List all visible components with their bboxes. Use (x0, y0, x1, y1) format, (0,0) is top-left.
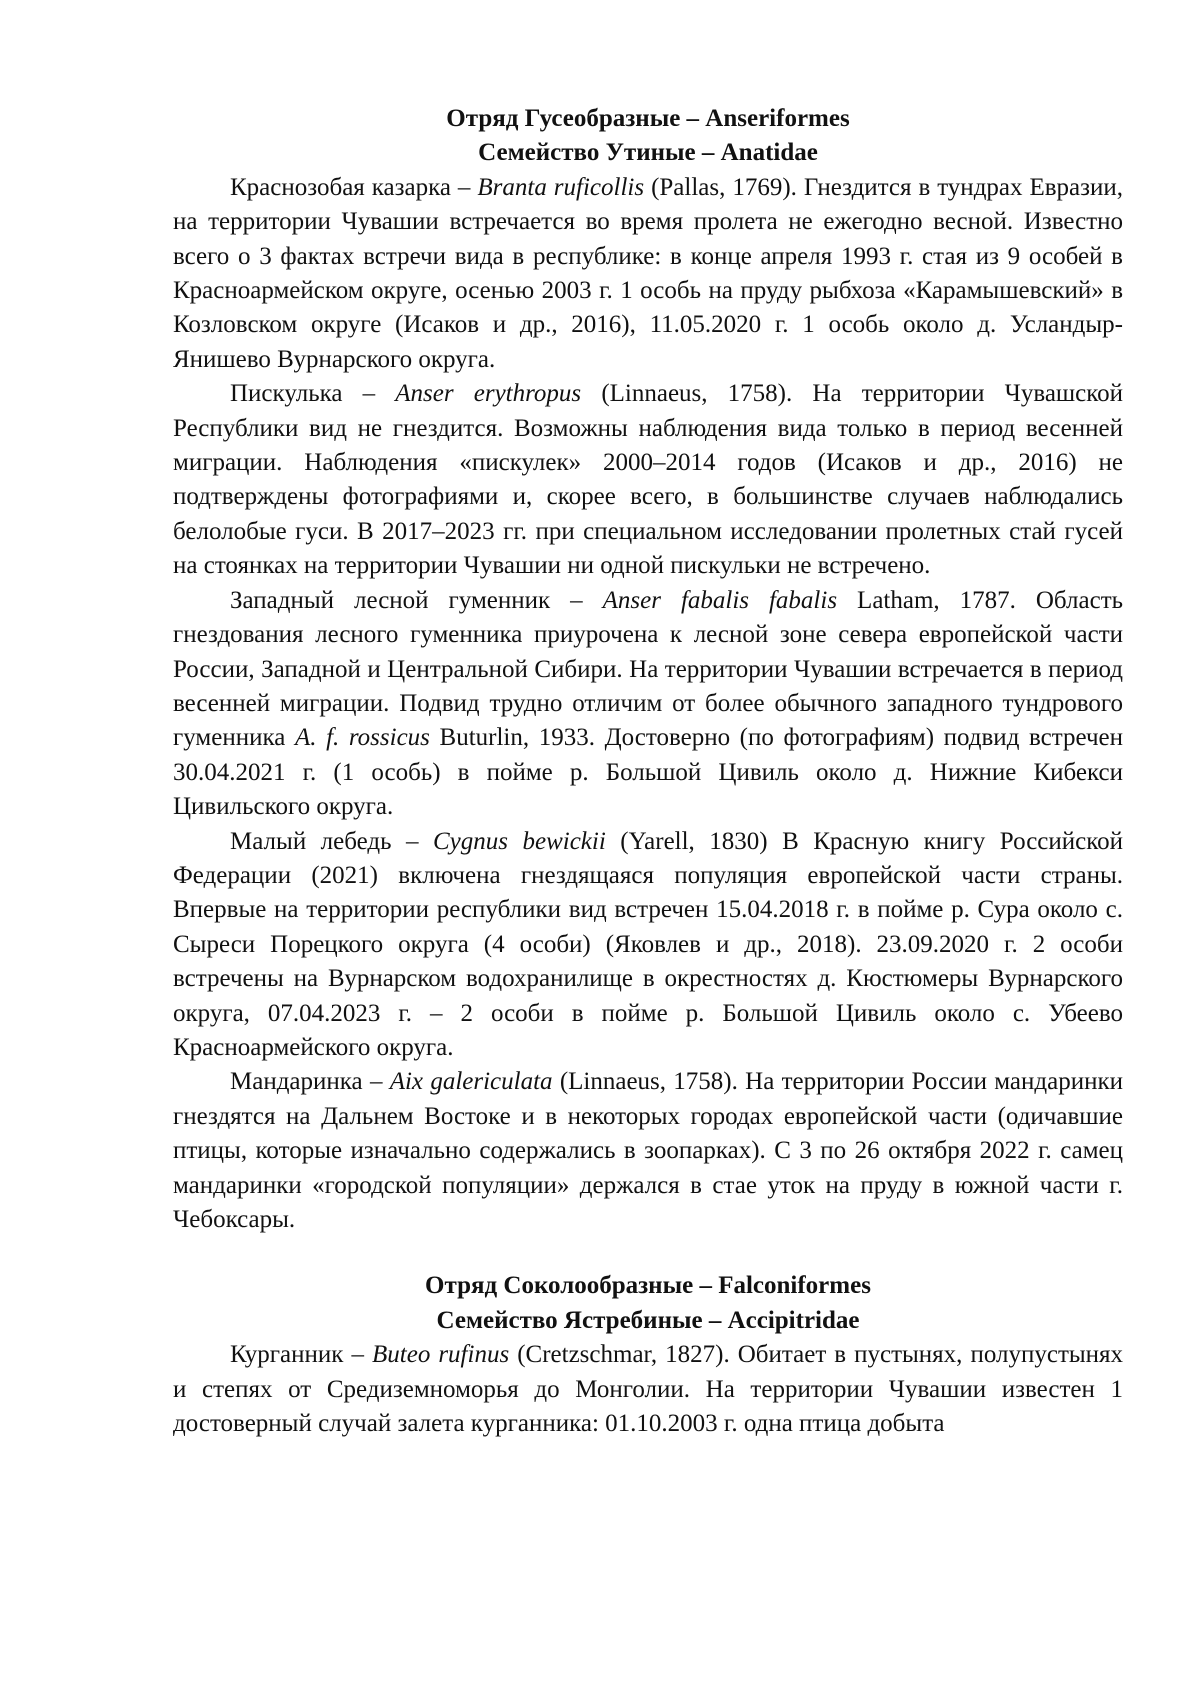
order-title: Отряд Гусеобразные – Anseriformes (446, 105, 850, 132)
species-name: Краснозобая казарка (230, 173, 451, 201)
species-latin: Buteo rufinus (372, 1341, 510, 1369)
document-page (173, 102, 1123, 1441)
species-latin: Branta ruficollis (477, 173, 645, 201)
species-author: Latham, 1787. (857, 586, 1016, 614)
species-text-continued: Buturlin, 1933. Достоверно (по фотографиям) подвид встречен 30.04.2021 г. (1 особь) в пойме р. Большой Цивиль около д. Нижние Кибекси Цивильского округа. (173, 724, 1124, 821)
section-spacer (173, 1237, 1123, 1269)
species-latin: Anser fabalis fabalis (602, 586, 838, 614)
species-paragraph: Мандаринка – Aix galericulata (Linnaeus, 1758). На территории России мандаринки гнездятся на Дальнем Востоке и в некоторых городах европейской части (одичавшие птицы, которые изначально содержались в зоопарках). С 3 по 26 октября 2022 г. самец мандаринки «городской популяции» держался в стае уток на пруду в южной части г. Чебоксары. (173, 1068, 1123, 1233)
species-name: Курганник (230, 1341, 344, 1369)
species-latin: Anser erythropus (395, 380, 582, 408)
species-paragraph: Западный лесной гуменник – Anser fabalis fabalis Latham, 1787. Область гнездования лесного гуменника приурочена к лесной зоне севера европейской части России, Западной и Центральной Сибири. На территории Чувашии встречается в период весенней миграции. Подвид трудно отличим от более обычного западного тундрового гуменника A. f. rossicus Buturlin, 1933. Достоверно (по фотографиям) подвид встречен 30.04.2021 г. (1 особь) в пойме р. Большой Цивиль около д. Нижние Кибекси Цивильского округа. (173, 586, 1124, 821)
species-author: (Yarell, 1830) (620, 827, 768, 855)
family-title: Семейство Ястребиные – Accipitridae (436, 1306, 860, 1334)
species-paragraph: Пискулька – Anser erythropus (Linnaeus, 1758). На территории Чувашской Республики вид не гнездится. Возможны наблюдения вида только в период весенней миграции. Наблюдения «пискулек» 2000–2014 годов (Исаков и др., 2016) не подтверждены фотографиями и, скорее всего, в большинстве случаев наблюдались белолобые гуси. В 2017–2023 гг. при специальном исследовании пролетных стай гусей на стоянках на территории Чувашии ни одной пискульки не встречено. (173, 380, 1124, 580)
species-author: (Linnaeus, 1758). (559, 1068, 738, 1096)
species-author: (Cretzschmar, 1827). (517, 1341, 730, 1369)
section-heading (173, 102, 1123, 171)
species-text: Область гнездования лесного гуменника приурочена к лесной зоне севера европейской части России, Западной и Центральной Сибири. На территории Чувашии встречается в период весенней миграции. Подвид трудно отличим от более обычного западного тундрового гуменника (173, 586, 1124, 752)
species-text: В Красную книгу Российской Федерации (2021) включена гнездящаяся популяция европейской части страны. Впервые на территории республики вид встречен 15.04.2018 г. в пойме р. Сура около с. Сыреси Порецкого округа (4 особи) (Яковлев и др., 2018). 23.09.2020 г. 2 особи встречены на Вурнарском водохранилище в окрестностях д. Кюстюмеры Вурнарского округа, 07.04.2023 г. – 2 особи в пойме р. Большой Цивиль около с. Убеево Красноармейского округа. (173, 827, 1123, 1061)
species-name: Мандаринка (230, 1068, 363, 1096)
species-author: (Linnaeus, 1758). (601, 380, 793, 408)
species-paragraph: Курганник – Buteo rufinus (Cretzschmar, 1827). Обитает в пустынях, полупустынях и степях от Средиземноморья до Монголии. На территории Чувашии известен 1 достоверный случай залета курганника: 01.10.2003 г. одна птица добыта (173, 1341, 1124, 1438)
species-name: Малый лебедь (230, 827, 392, 855)
family-title: Семейство Утиные – Anatidae (478, 139, 818, 167)
species-latin: Cygnus bewickii (433, 827, 606, 855)
species-name: Западный лесной гуменник (230, 586, 551, 614)
section-heading (173, 1269, 1123, 1338)
species-text: На территории России мандаринки гнездятся на Дальнем Востоке и в некоторых городах европейской части (одичавшие птицы, которые изначально содержались в зоопарках). С 3 по 26 октября 2022 г. самец мандаринки «городской популяции» держался в стае уток на пруду в южной части г. Чебоксары. (173, 1068, 1123, 1233)
species-name: Пискулька (230, 380, 343, 408)
species-text: На территории Чувашской Республики вид не гнездится. Возможны наблюдения вида только в период весенней миграции. Наблюдения «пискулек» 2000–2014 годов (Исаков и др., 2016) не подтверждены фотографиями и, скорее всего, в большинстве случаев наблюдались белолобые гуси. В 2017–2023 гг. при специальном исследовании пролетных стай гусей на стоянках на территории Чувашии ни одной пискульки не встречено. (173, 380, 1124, 580)
species-author: (Pallas, 1769). (651, 173, 797, 201)
species-latin: Aix galericulata (389, 1068, 553, 1096)
order-title: Отряд Соколообразные – Falconiformes (425, 1272, 871, 1300)
subspecies-latin: A. f. rossicus (294, 724, 430, 752)
species-text: Гнездится в тундрах Евразии, на территории Чувашии встречается во время пролета не ежегодно весной. Известно всего о 3 фактах встречи вида в республике: в конце апреля 1993 г. стая из 9 особей в Красноармейском округе, осенью 2003 г. 1 особь на пруду рыбхоза «Карамышевский» в Козловском округе (Исаков и др., 2016), 11.05.2020 г. 1 особь около д. Усландыр-Янишево Вурнарского округа. (173, 173, 1124, 373)
species-paragraph: Краснозобая казарка – Branta ruficollis (Pallas, 1769). Гнездится в тундрах Евразии, на территории Чувашии встречается во время пролета не ежегодно весной. Известно всего о 3 фактах встречи вида в республике: в конце апреля 1993 г. стая из 9 особей в Красноармейском округе, осенью 2003 г. 1 особь на пруду рыбхоза «Карамышевский» в Козловском округе (Исаков и др., 2016), 11.05.2020 г. 1 особь около д. Усландыр-Янишево Вурнарского округа. (173, 173, 1124, 373)
species-text: Обитает в пустынях, полупустынях и степях от Средиземноморья до Монголии. На территории Чувашии известен 1 достоверный случай залета курганника: 01.10.2003 г. одна птица добыта (173, 1341, 1124, 1438)
species-paragraph: Малый лебедь – Cygnus bewickii (Yarell, 1830) В Красную книгу Российской Федерации (2021) включена гнездящаяся популяция европейской части страны. Впервые на территории республики вид встречен 15.04.2018 г. в пойме р. Сура около с. Сыреси Порецкого округа (4 особи) (Яковлев и др., 2018). 23.09.2020 г. 2 особи встречены на Вурнарском водохранилище в окрестностях д. Кюстюмеры Вурнарского округа, 07.04.2023 г. – 2 особи в пойме р. Большой Цивиль около с. Убеево Красноармейского округа. (173, 827, 1123, 1061)
